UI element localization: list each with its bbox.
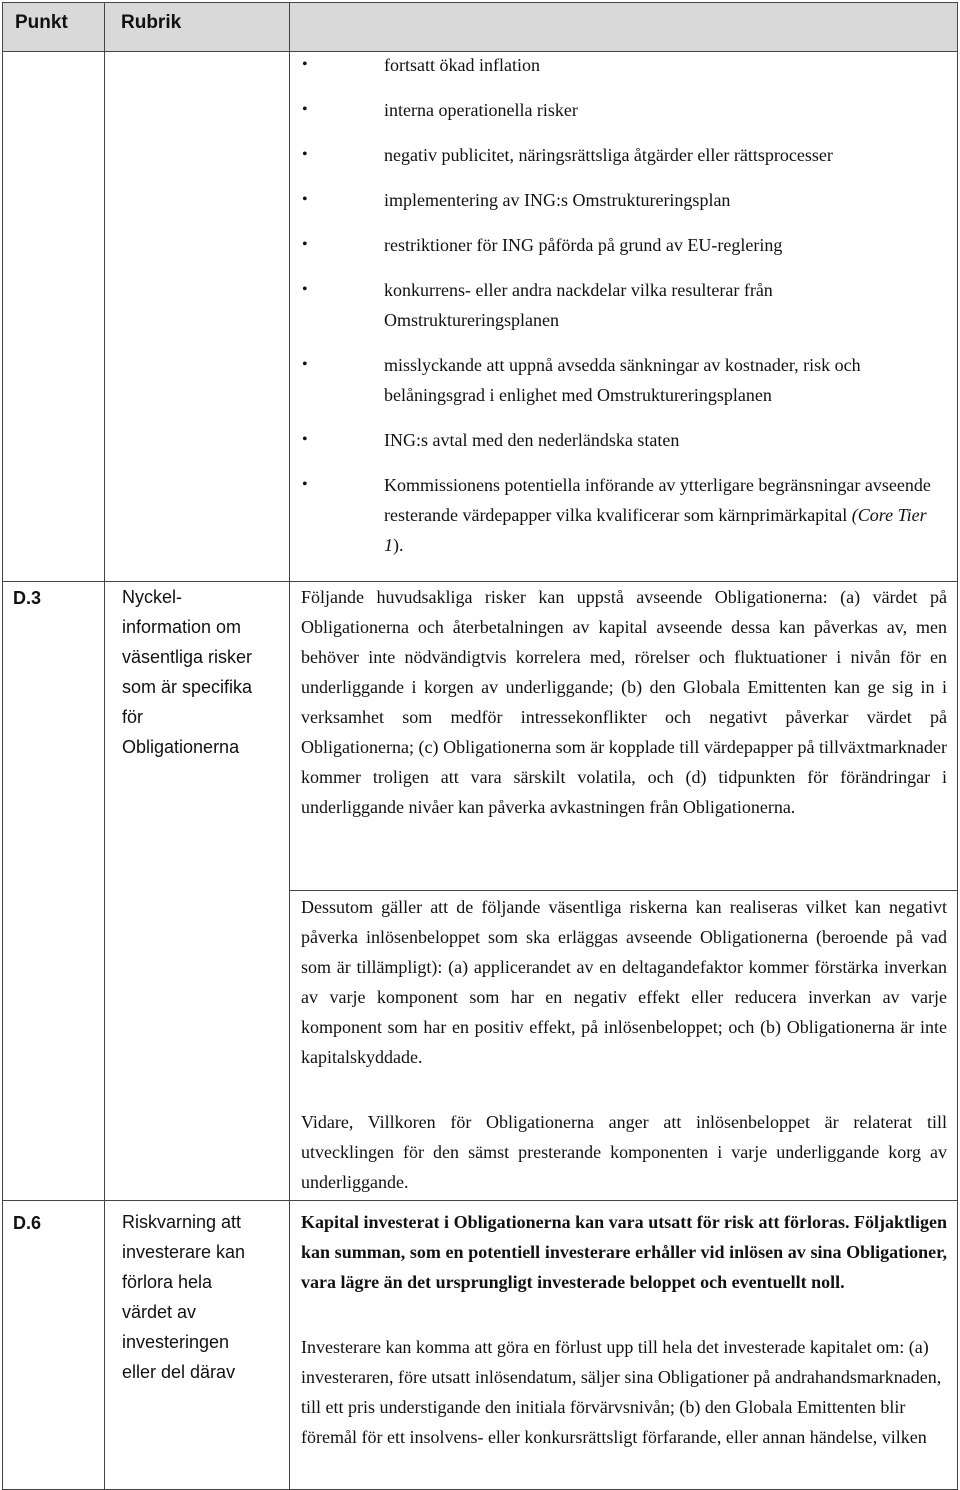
bullet-item: • restriktioner för ING påförda på grund av EU-reglering (296, 230, 936, 260)
d6-paragraph-1: Kapital investerat i Obligationerna kan vara utsatt för risk att förloras. Följaktligen kan summan, som en potentiell investerare erhåller vid inlösen av sina Obligationer, vara lägre än det ursprungligt investerade beloppet och eventuellt noll. (301, 1212, 947, 1292)
bullet-item: • fortsatt ökad inflation (296, 50, 936, 80)
bullet-item: • ING:s avtal med den nederländska staten (296, 425, 936, 455)
header-content-cell (289, 2, 958, 52)
bullet-item: • interna operationella risker (296, 95, 936, 125)
d3-paragraph-1: Följande huvudsakliga risker kan uppstå avseende Obligationerna: (a) värdet på Obligationerna och återbetalningen av kapital avseende dessa kan påverkas av, men behöver inte nödvändigtvis korrelera med, rörelser och fluktuationer i nivån för en underliggande i korgen av underliggande; (b) den Globala Emittenten kan ge sig in i verksamhet som medför intressekonflikter och negativt påverkar värdet på Obligationerna; (c) Obligationerna som är kopplade till värdepapper på tillväxtmarknader kommer troligen att vara särskilt volatila, och (d) tidpunkten för förändringar i underliggande nivåer kan påverka avkastningen från Obligationerna. (301, 587, 947, 817)
header-punkt: Punkt (15, 12, 68, 33)
bullet-item: • konkurrens- eller andra nackdelar vilka resulterar från Omstruktureringsplanen (296, 275, 936, 335)
d6-paragraph-2: Investerare kan komma att göra en förlust upp till hela det investerade kapitalet om: (a) investeraren, före utsatt inlösendatum, säljer sina Obligationer på andrahandsmarknaden, till ett pris understigande den initiala förvärvsnivån; (b) den Globala Emittenten blir föremål för ett insolvens- eller konkursrättsligt förfarande, eller annan händelse, vilken (301, 1337, 942, 1447)
bullet-last-text: Kommissionens potentiella införande av ytterligare begränsningar avseende resterande värdepapper vilka kvalificerar som kärnprimärkapital (384, 475, 931, 525)
d6-punkt-cell (2, 1200, 105, 1490)
bullet-item: • misslyckande att uppnå avsedda sänkningar av kostnader, risk och belåningsgrad i enlighet med Omstruktureringsplanen (296, 350, 936, 410)
bullet-item-last (296, 470, 936, 560)
row1-rubrik-cell (104, 51, 290, 582)
d3-paragraph-2: Dessutom gäller att de följande väsentliga riskerna kan realiseras vilket kan negativt påverka inlösenbeloppet som ska erläggas avseende Obligationerna (beroende på vad som är tillämpligt): (a) applicerandet av en deltagandefaktor kommer förstärka inverkan av varje komponent som har en negativ effekt eller reducera inverkan av varje komponent som har en positiv effekt, på inlösenbeloppet; och (b) Obligationerna är inte kapitalskyddade. (301, 897, 947, 1067)
d3-punkt: D.3 (13, 588, 42, 608)
header-rubrik-cell (104, 2, 290, 52)
risk-bullet-list (296, 50, 936, 575)
header-punkt-cell (2, 2, 105, 52)
core-tier-italic: (Core Tier 1 (384, 505, 927, 555)
row1-punkt-cell (2, 51, 105, 582)
bullet-item: • negativ publicitet, näringsrättsliga åtgärder eller rättsprocesser (296, 140, 936, 170)
d6-rubrik: Riskvarning att investerare kan förlora hela värdet av investeringen eller del därav (122, 1212, 246, 1382)
bullet-item: • implementering av ING:s Omstruktureringsplan (296, 185, 936, 215)
d3-paragraph-3: Vidare, Villkoren för Obligationerna anger att inlösenbeloppet är relaterat till utvecklingen för den sämst presterande komponenten i varje underliggande korg av underliggande. (301, 1112, 947, 1192)
d3-rubrik: Nyckel- information om väsentliga risker som är specifika för Obligationerna (122, 587, 253, 757)
d3-punkt-cell (2, 581, 105, 1201)
d6-punkt: D.6 (13, 1213, 42, 1233)
bullet-last-end: ). (393, 535, 404, 555)
header-rubrik: Rubrik (121, 12, 182, 33)
